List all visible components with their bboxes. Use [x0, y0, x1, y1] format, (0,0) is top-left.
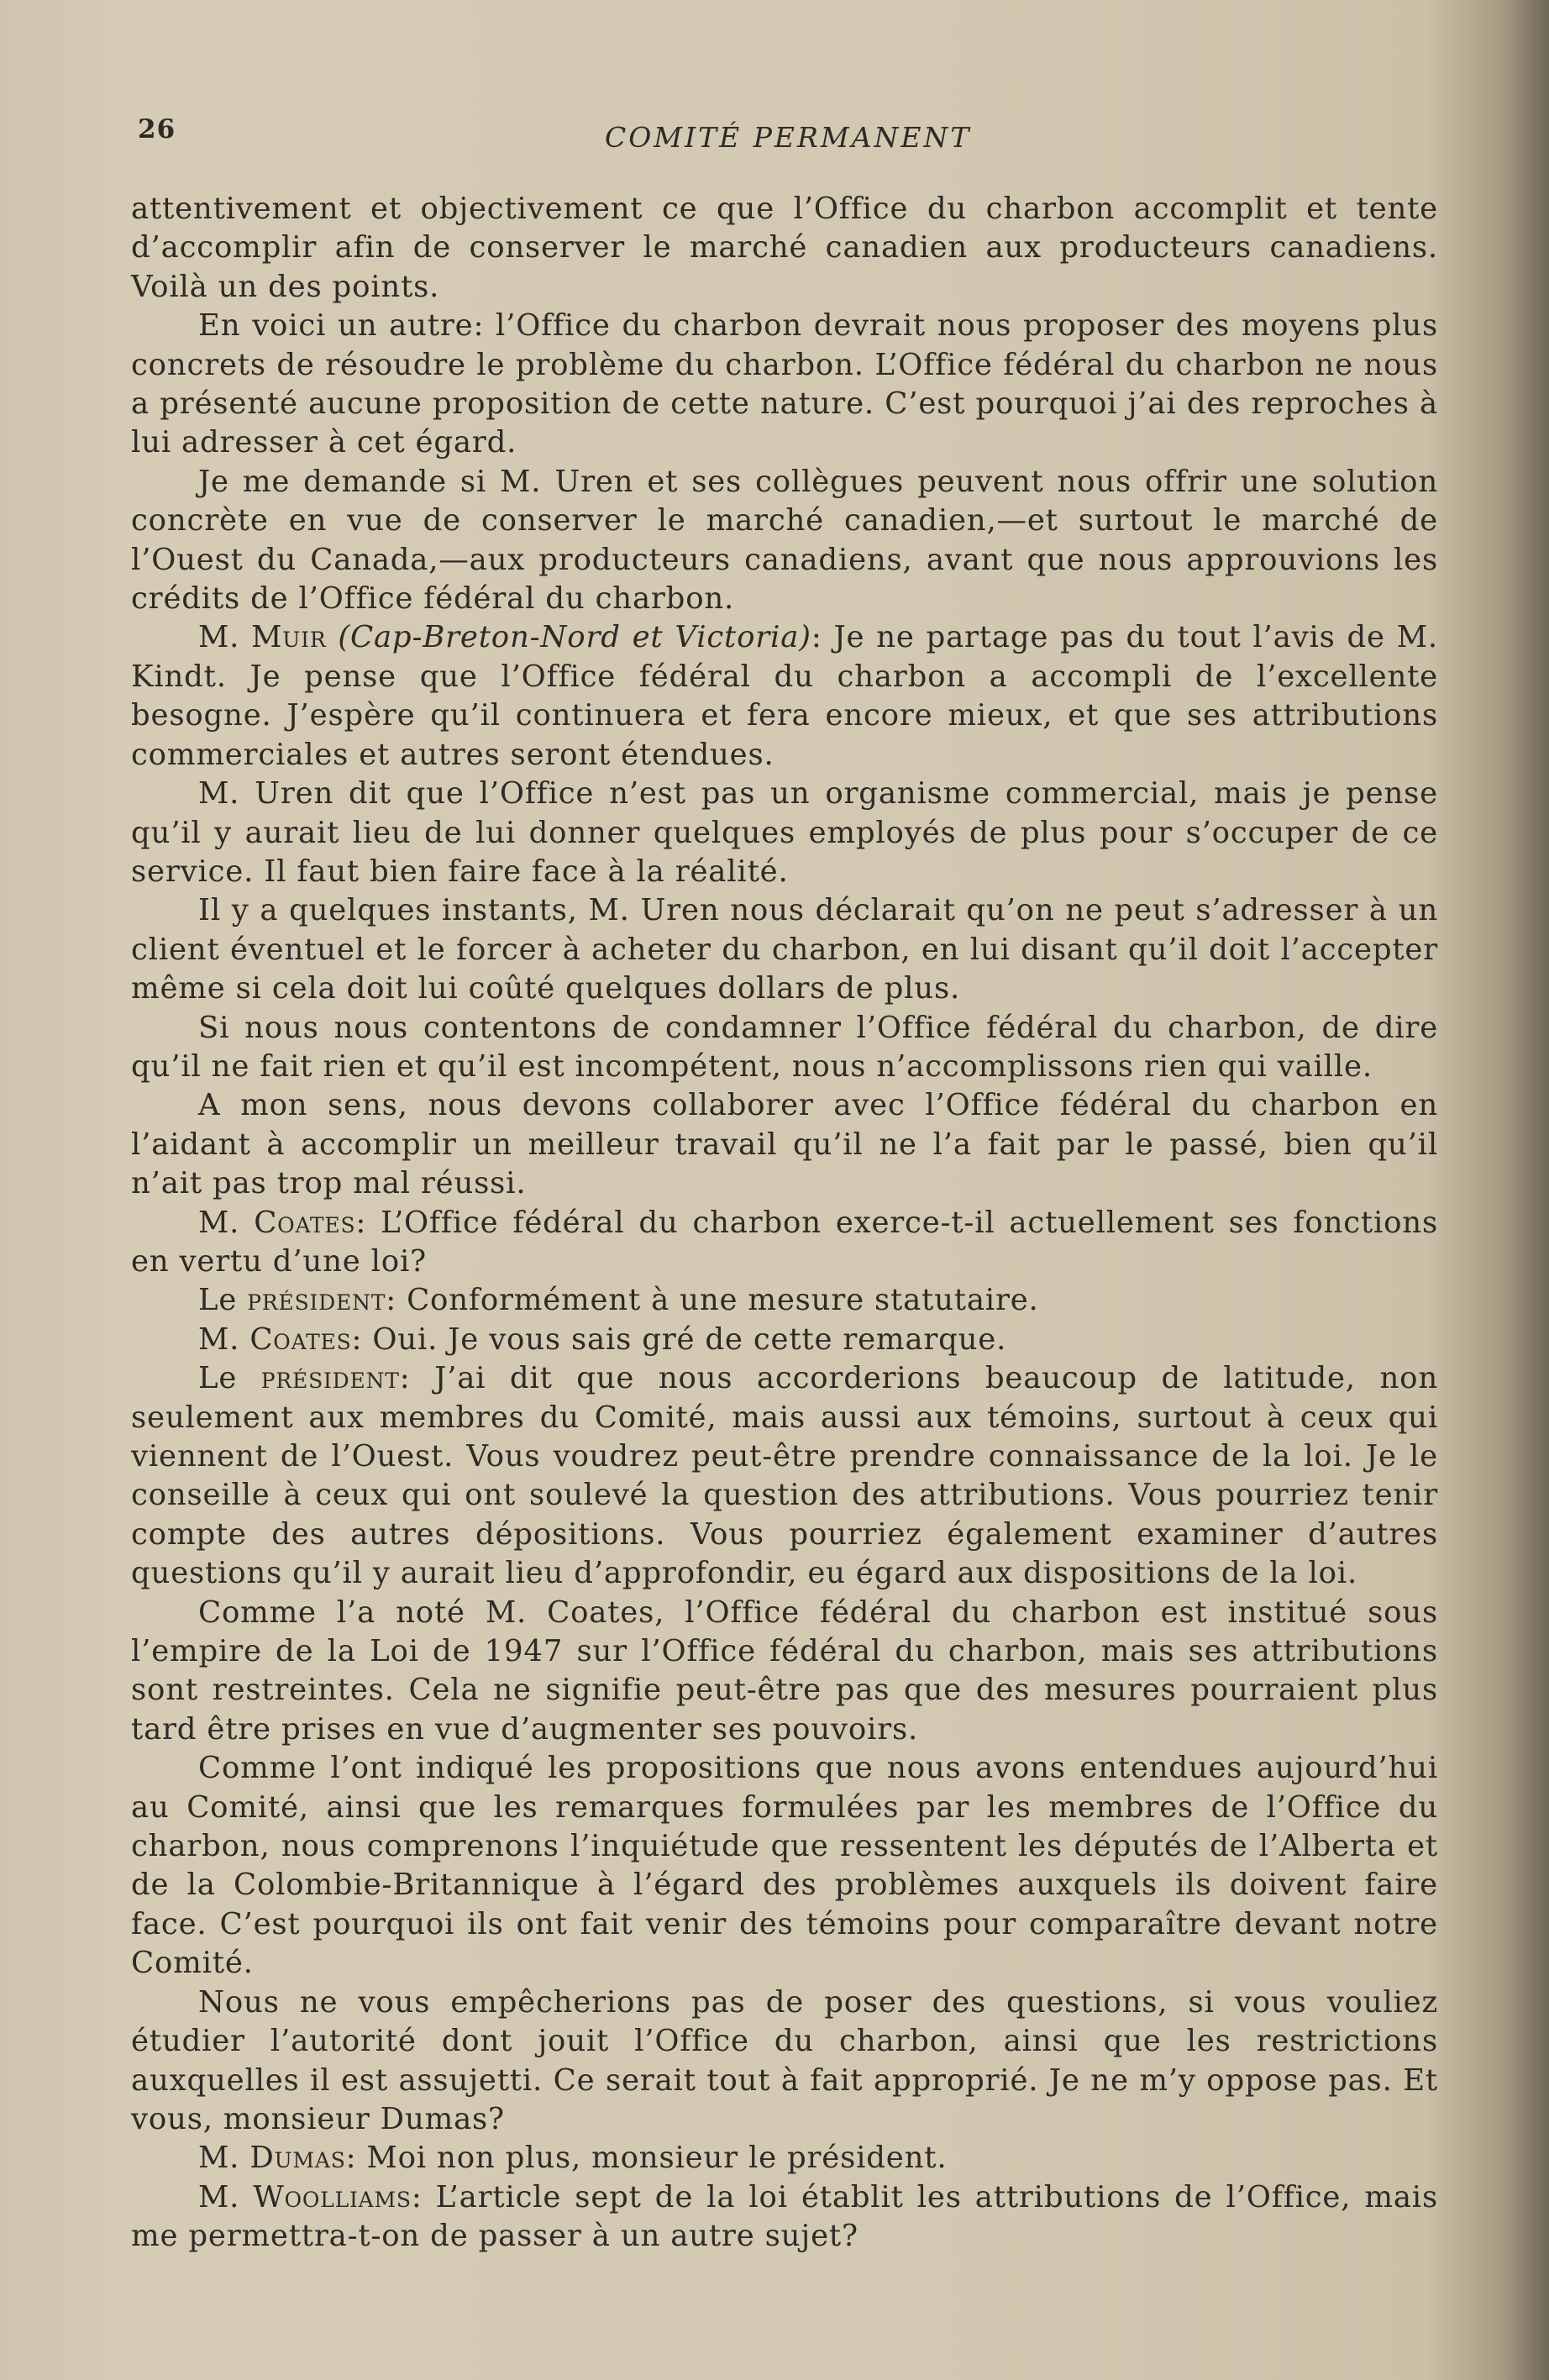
speaker-name: Coates — [249, 1321, 352, 1357]
speaker-paragraph: Le président: Conformément à une mesure statutaire. — [198, 1283, 1039, 1318]
speaker-prefix: M. — [198, 2179, 240, 2215]
paragraph-continuation: attentivement et objectivement ce que l’Office du charbon accomplit et tente d’accomplir afin de conserver le marché canadien aux producteurs canadiens. Voilà un des points. — [131, 192, 1438, 304]
speaker-name: Woolliams — [253, 2179, 412, 2215]
page-header — [134, 108, 1448, 158]
speaker-name: Dumas — [249, 2141, 346, 2176]
speaker-name: Muir — [251, 620, 327, 655]
speaker-name: Coates — [254, 1205, 356, 1240]
page-number: 26 — [138, 114, 176, 144]
speaker-riding: (Cap-Breton-Nord et Victoria) — [338, 620, 811, 655]
speaker-paragraph: Le président: J’ai dit que nous accorderions beaucoup de latitude, non seulement aux membres du Comité, mais aussi aux témoins, surtout à ceux qui viennent de l’Ouest. Vous voudrez peut-être prendre connaissance de la loi. Je le conseille à ceux qui ont soulevé la question des attributions. Vous pourriez tenir compte des autres dépositions. Vous pourriez également examiner d’autres questions qu’il y aurait lieu d’approfondir, eu égard aux dispositions de la loi. — [131, 1361, 1438, 1591]
speaker-prefix: M. — [198, 2141, 240, 2176]
speaker-name: président — [260, 1361, 400, 1396]
paragraph: A mon sens, nous devons collaborer avec l’Office fédéral du charbon en l’aidant à accomplir un meilleur travail qu’il ne l’a fait par le passé, bien qu’il n’ait pas trop mal réussi. — [131, 1088, 1438, 1201]
paragraph: Comme l’a noté M. Coates, l’Office fédéral du charbon est institué sous l’empire de la Loi de 1947 sur l’Office fédéral du charbon, mais ses attributions sont restreintes. Cela ne signifie peut-être pas que des mesures pourraient plus tard être prises en vue d’augmenter ses pouvoirs. — [131, 1595, 1438, 1747]
speaker-paragraph: M. Coates: Oui. Je vous sais gré de cette remarque. — [198, 1321, 1007, 1357]
paragraph: Si nous nous contentons de condamner l’Office fédéral du charbon, de dire qu’il ne fait rien et qu’il est incompétent, nous n’accomplissons rien qui vaille. — [131, 1010, 1438, 1084]
running-title: COMITÉ PERMANENT — [605, 121, 972, 154]
paragraph: Nous ne vous empêcherions pas de poser des questions, si vous vouliez étudier l’autorité dont jouit l’Office du charbon, ainsi que les restrictions auxquelles il est assujetti. Ce serait tout à fait approprié. Je ne m’y oppose pas. Et vous, monsieur Dumas? — [131, 1984, 1438, 2136]
speaker-paragraph: M. Woolliams: L’article sept de la loi établit les attributions de l’Office, mais me permettra-t-on de passer à un autre sujet? — [131, 2179, 1438, 2254]
speaker-prefix: M. — [198, 620, 240, 655]
speaker-paragraph: M. Dumas: Moi non plus, monsieur le président. — [198, 2141, 948, 2176]
paragraph: Comme l’ont indiqué les propositions que nous avons entendues aujourd’hui au Comité, ainsi que les remarques formulées par les membres de l’Office du charbon, nous comprenons l’inquiétude que ressentent les députés de l’Alberta et de la Colombie-Britannique à l’égard des problèmes auxquels ils doivent faire face. C’est pourquoi ils ont fait venir des témoins pour comparaître devant notre Comité. — [131, 1751, 1438, 1981]
speaker-prefix: Le — [198, 1283, 238, 1318]
speaker-paragraph: M. Muir (Cap-Breton-Nord et Victoria): Je ne partage pas du tout l’avis de M. Kindt. Je pense que l’Office fédéral du charbon a accompli de l’excellente besogne. J’espère qu’il continuera et fera encore mieux, et que ses attributions commerciales et autres seront étendues. — [131, 620, 1438, 772]
speaker-prefix: Le — [198, 1361, 238, 1396]
speaker-prefix: M. — [198, 1205, 240, 1240]
speaker-paragraph: M. Coates: L’Office fédéral du charbon exerce-t-il actuellement ses fonctions en vertu d’une loi? — [131, 1205, 1438, 1279]
paragraph: Il y a quelques instants, M. Uren nous déclarait qu’on ne peut s’adresser à un client éventuel et le forcer à acheter du charbon, en lui disant qu’il doit l’accepter même si cela doit lui coûté quelques dollars de plus. — [131, 893, 1438, 1006]
paragraph: En voici un autre: l’Office du charbon devrait nous proposer des moyens plus concrets de résoudre le problème du charbon. L’Office fédéral du charbon ne nous a présenté aucune proposition de cette nature. C’est pourquoi j’ai des reproches à lui adresser à cet égard. — [131, 308, 1438, 460]
speaker-prefix: M. — [198, 1321, 240, 1357]
paragraph: M. Uren dit que l’Office n’est pas un organisme commercial, mais je pense qu’il y aurait lieu de lui donner quelques employés de plus pour s’occuper de ce service. Il faut bien faire face à la réalité. — [131, 776, 1438, 889]
paragraph: Je me demande si M. Uren et ses collègues peuvent nous offrir une solution concrète en vue de conserver le marché canadien,—et surtout le marché de l’Ouest du Canada,—aux producteurs canadiens, avant que nous approuvions les crédits de l’Office fédéral du charbon. — [131, 464, 1438, 617]
body-text — [131, 190, 1438, 2257]
speaker-name: président — [247, 1283, 386, 1318]
